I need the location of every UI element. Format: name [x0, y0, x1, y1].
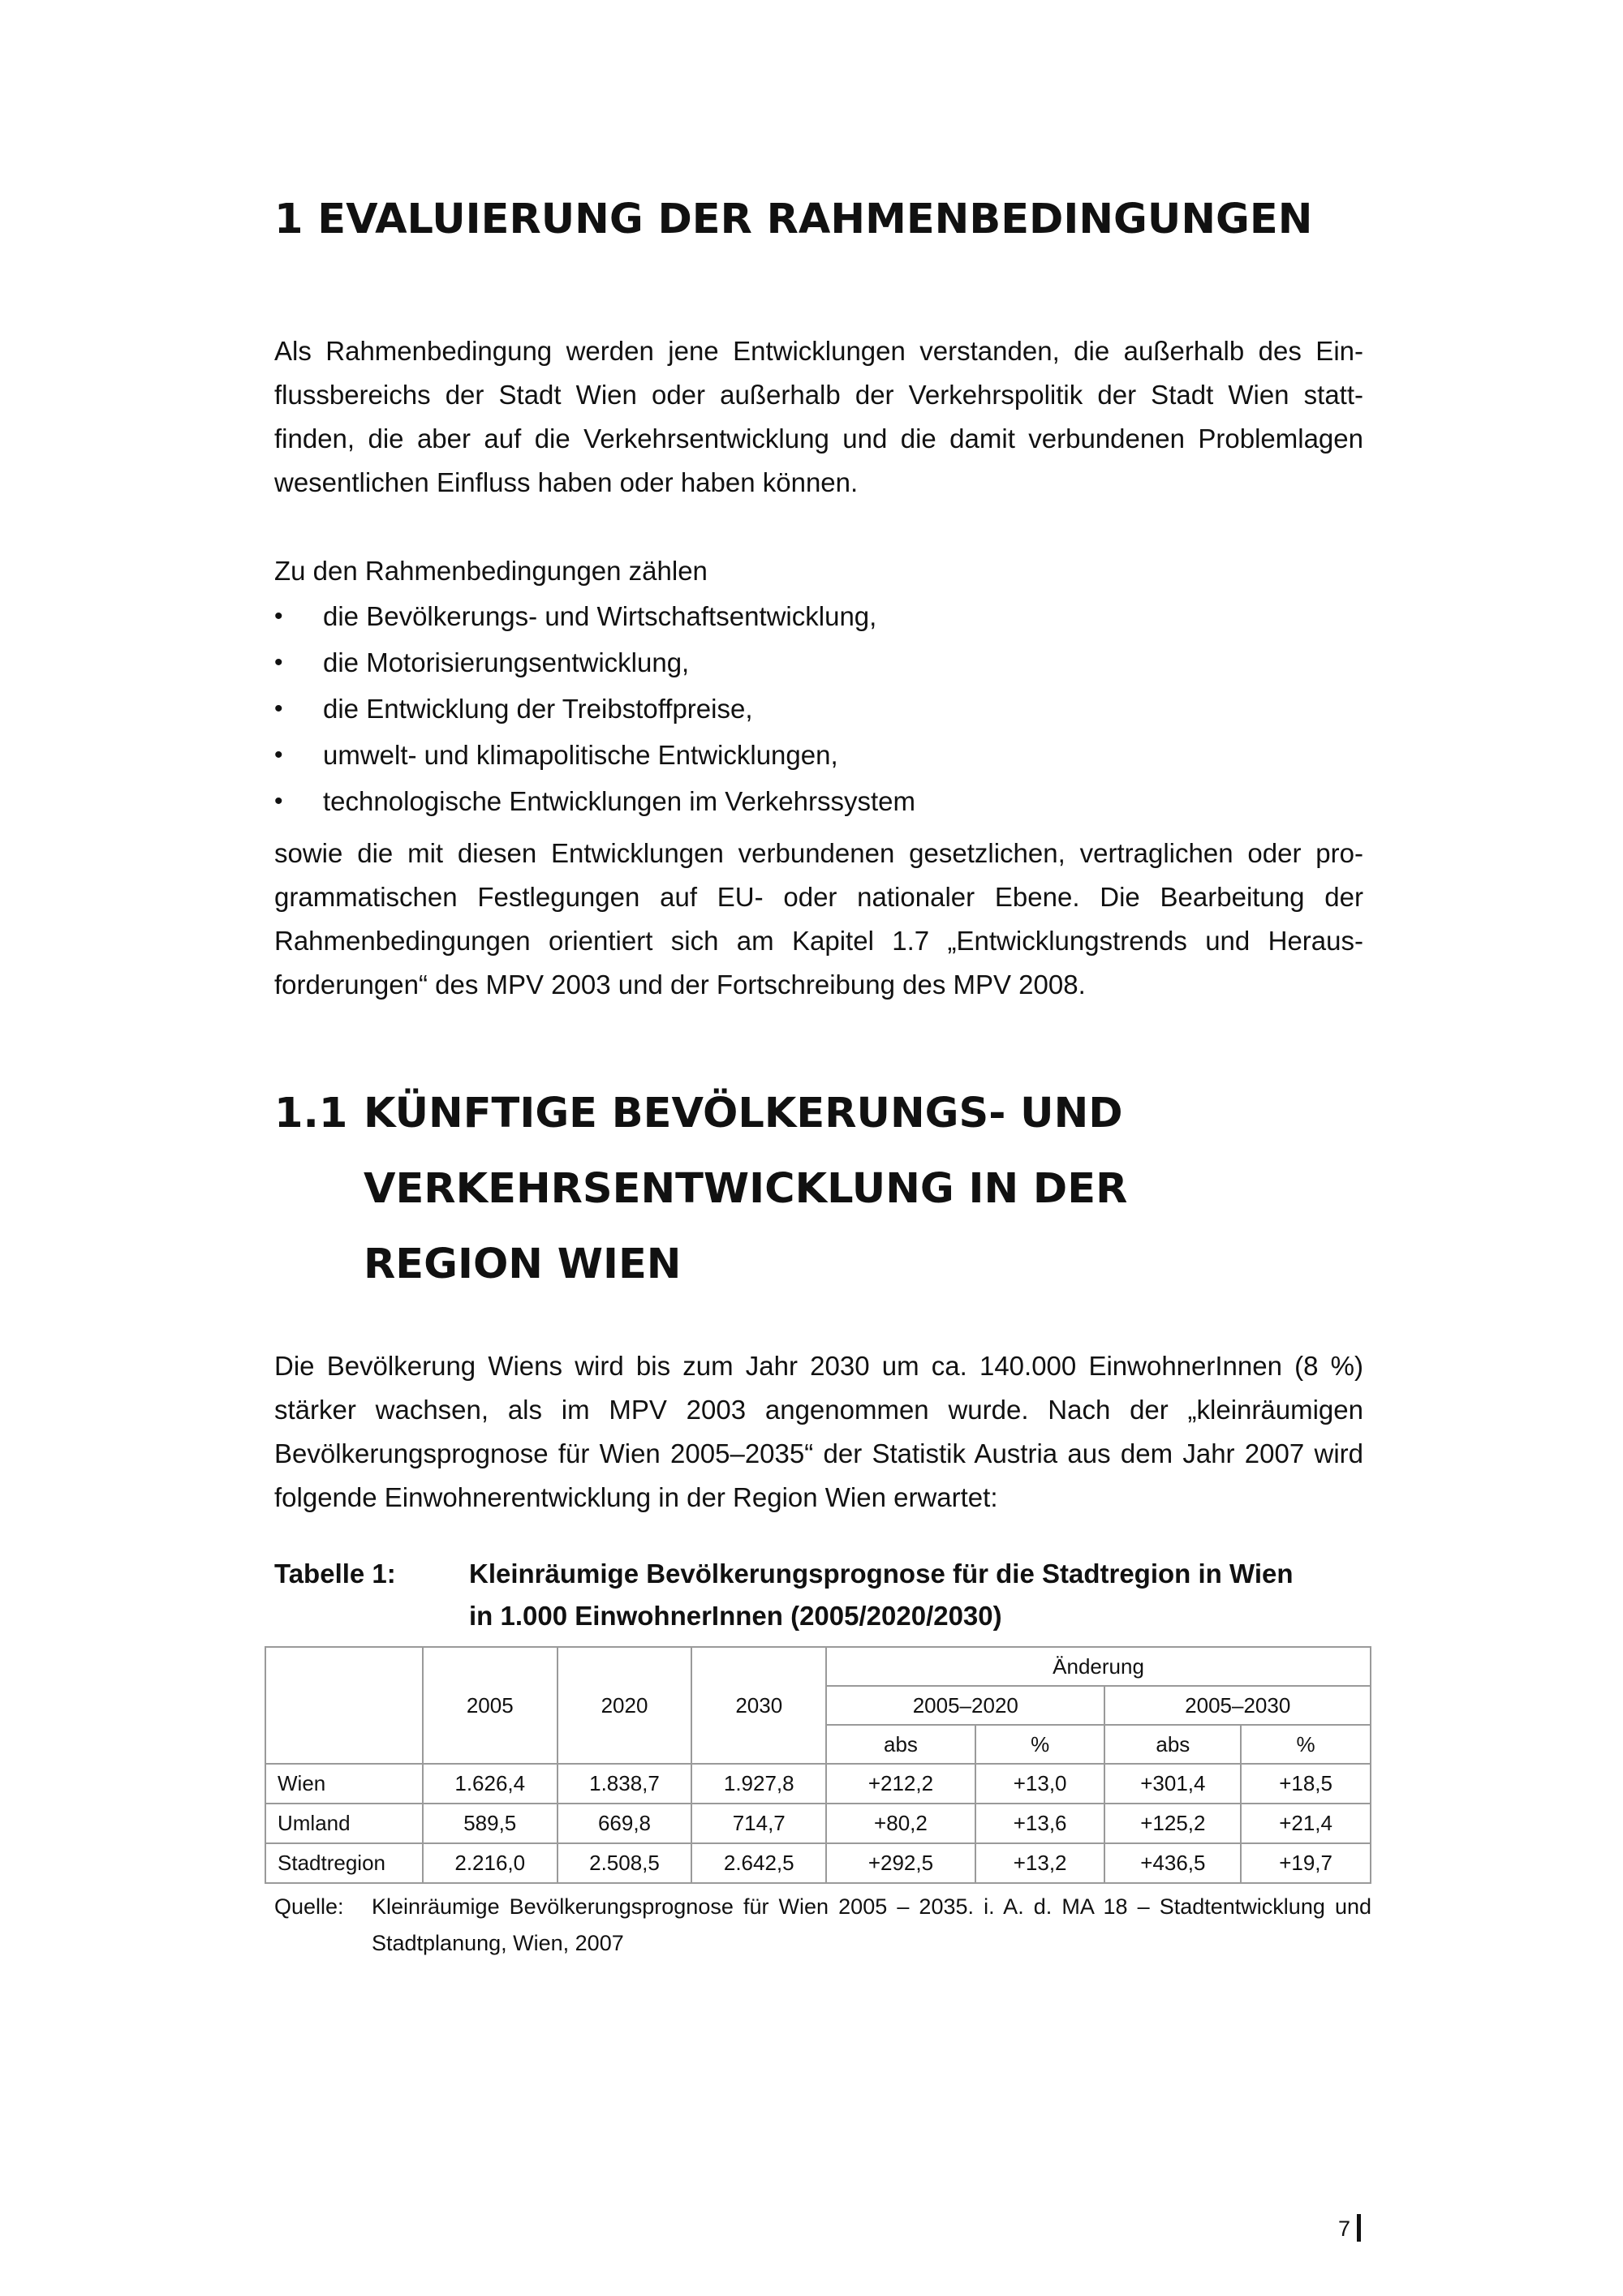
- list-item: • die Entwicklung der Treibstoffpreise,: [274, 686, 1363, 732]
- table-cell: +436,5: [1104, 1843, 1241, 1883]
- table-cell: +301,4: [1104, 1764, 1241, 1804]
- paragraph-line: Als Rahmenbedingung werden jene Entwicklungen verstanden, die außerhalb des Ein-: [274, 336, 1363, 366]
- page-number: 7: [1338, 2216, 1351, 2241]
- paragraph-line: folgende Einwohnerentwicklung in der Region Wien erwartet:: [274, 1482, 998, 1512]
- bullet-icon: •: [274, 649, 283, 676]
- paragraph-line: Rahmenbedingungen orientiert sich am Kapitel 1.7 „Entwicklungstrends und Heraus-: [274, 926, 1363, 956]
- chapter-heading: 1 EVALUIERUNG DER RAHMENBEDINGUNGEN: [274, 196, 1313, 243]
- intro-paragraph: [274, 329, 1363, 505]
- table-cell: +21,4: [1241, 1804, 1371, 1843]
- page-number-bar: [1357, 2214, 1361, 2242]
- bullet-icon: •: [274, 788, 283, 815]
- paragraph-line: Zu den Rahmenbedingungen zählen: [274, 556, 708, 586]
- paragraph-line: forderungen“ des MPV 2003 und der Fortschreibung des MPV 2008.: [274, 970, 1086, 1000]
- table-cell: 669,8: [558, 1804, 692, 1843]
- table-row-label: Stadtregion: [265, 1843, 423, 1883]
- table-row-label: Wien: [265, 1764, 423, 1804]
- table-header-cell: 2005: [423, 1647, 558, 1764]
- table-header-cell: 2020: [558, 1647, 692, 1764]
- table-header-cell: abs: [1104, 1725, 1241, 1764]
- table-header-cell: abs: [826, 1725, 975, 1764]
- table-cell: +19,7: [1241, 1843, 1371, 1883]
- table-cell: 1.626,4: [423, 1764, 558, 1804]
- section-number: 1.1: [274, 1090, 348, 1137]
- paragraph-line: Bevölkerungsprognose für Wien 2005–2035“ der Statistik Austria aus dem Jahr 2007 wird: [274, 1438, 1363, 1468]
- table-header-row: [265, 1647, 1371, 1686]
- table-cell: 2.642,5: [691, 1843, 826, 1883]
- table-cell: 2.508,5: [558, 1843, 692, 1883]
- paragraph-line: flussbereichs der Stadt Wien oder außerhalb der Verkehrspolitik der Stadt Wien statt-: [274, 380, 1363, 410]
- paragraph-line: Die Bevölkerung Wiens wird bis zum Jahr 2030 um ca. 140.000 EinwohnerInnen (8 %): [274, 1351, 1363, 1381]
- list-item: • die Motorisierungsentwicklung,: [274, 639, 1363, 686]
- list-item: • umwelt- und klimapolitische Entwicklungen,: [274, 732, 1363, 778]
- table-row-label: Umland: [265, 1804, 423, 1843]
- population-table: [265, 1646, 1371, 1884]
- table-cell: 2.216,0: [423, 1843, 558, 1883]
- table-corner-cell: [265, 1647, 423, 1764]
- table-header-cell: Änderung: [826, 1647, 1371, 1686]
- table-header-cell: %: [1241, 1725, 1371, 1764]
- conditions-list: [274, 593, 1363, 824]
- table-cell: +13,0: [975, 1764, 1105, 1804]
- source-text: Kleinräumige Bevölkerungsprognose für Wien 2005 – 2035. i. A. d. MA 18 – Stadtentwicklung und Stadtplanung, Wien, 2007: [372, 1894, 1371, 1955]
- table-row: [265, 1764, 1371, 1804]
- continuation-paragraph: [274, 832, 1363, 1007]
- table-cell: +212,2: [826, 1764, 975, 1804]
- table-cell: +18,5: [1241, 1764, 1371, 1804]
- bullet-icon: •: [274, 742, 283, 768]
- paragraph-line: sowie die mit diesen Entwicklungen verbundenen gesetzlichen, vertraglichen oder pro-: [274, 838, 1363, 868]
- table-cell: 1.927,8: [691, 1764, 826, 1804]
- table-cell: +13,6: [975, 1804, 1105, 1843]
- table-header-cell: 2030: [691, 1647, 826, 1764]
- table-cell: +292,5: [826, 1843, 975, 1883]
- list-item: • die Bevölkerungs- und Wirtschaftsentwicklung,: [274, 593, 1363, 639]
- list-intro-paragraph: [274, 549, 1363, 593]
- table-cell: +125,2: [1104, 1804, 1241, 1843]
- list-item: • technologische Entwicklungen im Verkehrssystem: [274, 778, 1363, 824]
- table-header-cell: %: [975, 1725, 1105, 1764]
- table-cell: 589,5: [423, 1804, 558, 1843]
- table-row: [265, 1843, 1371, 1883]
- table-cell: 1.838,7: [558, 1764, 692, 1804]
- bullet-icon: •: [274, 603, 283, 630]
- paragraph-line: grammatischen Festlegungen auf EU- oder nationaler Ebene. Die Bearbeitung der: [274, 882, 1363, 912]
- table-header-cell: 2005–2030: [1104, 1686, 1371, 1725]
- table-header-cell: 2005–2020: [826, 1686, 1104, 1725]
- paragraph-line: finden, die aber auf die Verkehrsentwicklung und die damit verbundenen Problemlagen: [274, 424, 1363, 454]
- source-label: Quelle:: [274, 1894, 344, 1919]
- section-title: KÜNFTIGE BEVÖLKERUNGS- UND VERKEHRSENTWICKLUNG IN DER REGION WIEN: [364, 1090, 1128, 1288]
- table-cell: +80,2: [826, 1804, 975, 1843]
- paragraph-line: wesentlichen Einfluss haben oder haben können.: [274, 467, 859, 497]
- paragraph-line: stärker wachsen, als im MPV 2003 angenommen wurde. Nach der „kleinräumigen: [274, 1395, 1363, 1425]
- table-cell: 714,7: [691, 1804, 826, 1843]
- bullet-icon: •: [274, 695, 283, 722]
- table-caption-label: Tabelle 1:: [274, 1559, 396, 1589]
- table-row: [265, 1804, 1371, 1843]
- population-paragraph: [274, 1344, 1363, 1520]
- table-cell: +13,2: [975, 1843, 1105, 1883]
- table-caption-title: Kleinräumige Bevölkerungsprognose für die Stadtregion in Wien in 1.000 EinwohnerInnen (2005/2020/2030): [469, 1559, 1294, 1631]
